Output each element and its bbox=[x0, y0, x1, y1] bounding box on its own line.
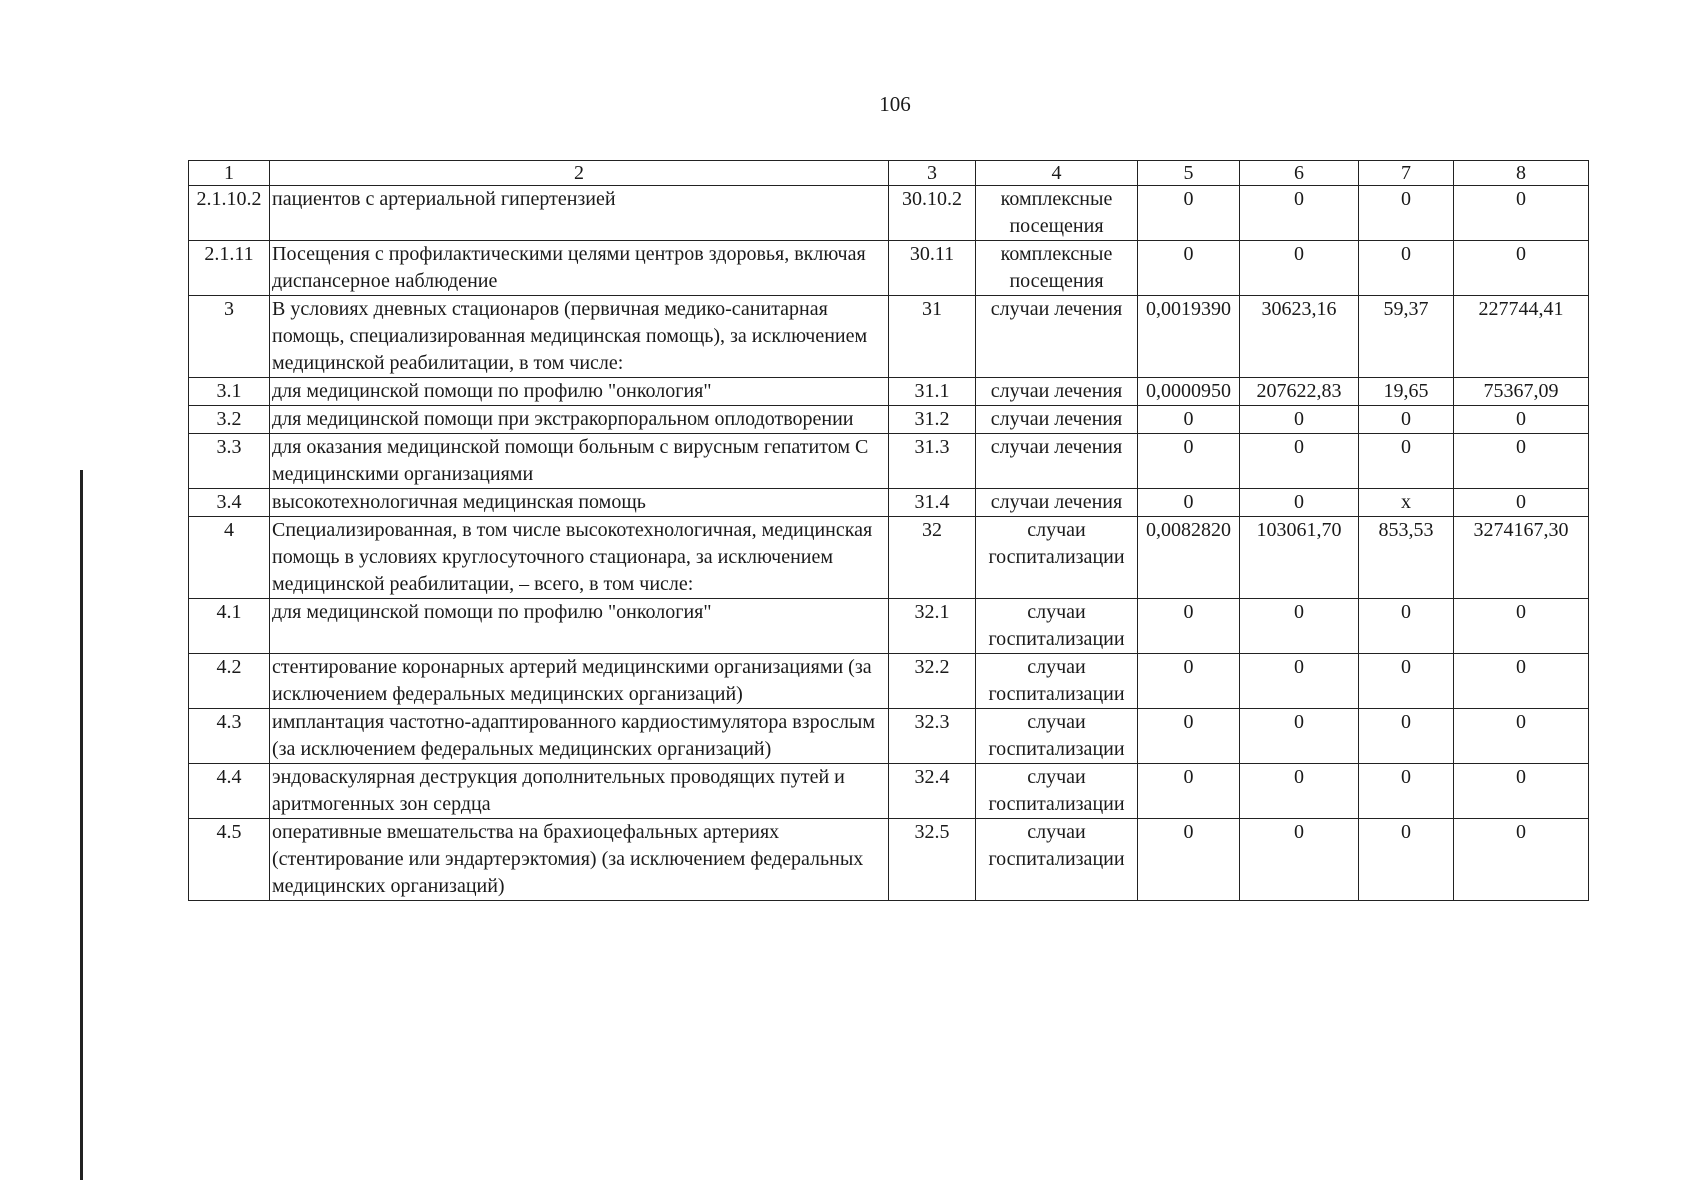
binding-line bbox=[80, 470, 83, 1180]
unit-cell: случаи лечения bbox=[976, 406, 1138, 434]
row-number-cell: 2.1.10.2 bbox=[189, 186, 270, 241]
total-cell: 3274167,30 bbox=[1454, 517, 1589, 599]
volume-cell: 0,0019390 bbox=[1138, 296, 1240, 378]
cost-per-unit-cell: 0 bbox=[1240, 241, 1359, 296]
total-cell: 0 bbox=[1454, 709, 1589, 764]
cost-per-unit-cell: 207622,83 bbox=[1240, 378, 1359, 406]
per-capita-cell: 0 bbox=[1359, 241, 1454, 296]
table-row bbox=[189, 489, 1589, 517]
unit-cell: случаи лечения bbox=[976, 489, 1138, 517]
row-number-cell: 4.3 bbox=[189, 709, 270, 764]
cost-per-unit-cell: 0 bbox=[1240, 406, 1359, 434]
cost-per-unit-cell: 30623,16 bbox=[1240, 296, 1359, 378]
unit-cell: случаи госпитализации bbox=[976, 764, 1138, 819]
table-row bbox=[189, 378, 1589, 406]
table-header-row bbox=[189, 161, 1589, 186]
page-number: 106 bbox=[879, 92, 911, 116]
line-code-cell: 31.1 bbox=[889, 378, 976, 406]
row-number-cell: 2.1.11 bbox=[189, 241, 270, 296]
per-capita-cell: 59,37 bbox=[1359, 296, 1454, 378]
unit-cell: случаи госпитализации bbox=[976, 654, 1138, 709]
row-number-cell: 4.5 bbox=[189, 819, 270, 901]
row-number-cell: 3 bbox=[189, 296, 270, 378]
cost-per-unit-cell: 103061,70 bbox=[1240, 517, 1359, 599]
table-row bbox=[189, 186, 1589, 241]
line-code-cell: 31.2 bbox=[889, 406, 976, 434]
indicator-name-cell: стентирование коронарных артерий медицинскими организациями (за исключением федеральных медицинских организаций) bbox=[270, 654, 889, 709]
cost-per-unit-cell: 0 bbox=[1240, 434, 1359, 489]
per-capita-cell: 0 bbox=[1359, 819, 1454, 901]
per-capita-cell: 0 bbox=[1359, 764, 1454, 819]
total-cell: 0 bbox=[1454, 489, 1589, 517]
cost-per-unit-cell: 0 bbox=[1240, 819, 1359, 901]
volume-cell: 0 bbox=[1138, 709, 1240, 764]
row-number-cell: 4.2 bbox=[189, 654, 270, 709]
unit-cell: случаи госпитализации bbox=[976, 819, 1138, 901]
data-table bbox=[188, 160, 1589, 901]
header-cell: 3 bbox=[889, 161, 976, 186]
unit-cell: случаи госпитализации bbox=[976, 517, 1138, 599]
volume-cell: 0 bbox=[1138, 241, 1240, 296]
header-cell: 5 bbox=[1138, 161, 1240, 186]
total-cell: 0 bbox=[1454, 764, 1589, 819]
volume-cell: 0 bbox=[1138, 186, 1240, 241]
total-cell: 0 bbox=[1454, 654, 1589, 709]
total-cell: 0 bbox=[1454, 819, 1589, 901]
indicator-name-cell: Посещения с профилактическими целями центров здоровья, включая диспансерное наблюдение bbox=[270, 241, 889, 296]
per-capita-cell: 0 bbox=[1359, 434, 1454, 489]
per-capita-cell: 19,65 bbox=[1359, 378, 1454, 406]
volume-cell: 0 bbox=[1138, 654, 1240, 709]
unit-cell: случаи госпитализации bbox=[976, 709, 1138, 764]
header-cell: 4 bbox=[976, 161, 1138, 186]
row-number-cell: 4.4 bbox=[189, 764, 270, 819]
indicator-name-cell: эндоваскулярная деструкция дополнительных проводящих путей и аритмогенных зон сердца bbox=[270, 764, 889, 819]
line-code-cell: 32.3 bbox=[889, 709, 976, 764]
unit-cell: случаи лечения bbox=[976, 296, 1138, 378]
table-body bbox=[189, 161, 1589, 901]
total-cell: 0 bbox=[1454, 241, 1589, 296]
row-number-cell: 4 bbox=[189, 517, 270, 599]
header-cell: 2 bbox=[270, 161, 889, 186]
line-code-cell: 30.11 bbox=[889, 241, 976, 296]
row-number-cell: 3.4 bbox=[189, 489, 270, 517]
total-cell: 75367,09 bbox=[1454, 378, 1589, 406]
table-row bbox=[189, 709, 1589, 764]
indicator-name-cell: оперативные вмешательства на брахиоцефальных артериях (стентирование или эндартерэктомия) (за исключением федеральных медицинских организаций) bbox=[270, 819, 889, 901]
row-number-cell: 3.3 bbox=[189, 434, 270, 489]
cost-per-unit-cell: 0 bbox=[1240, 599, 1359, 654]
line-code-cell: 32 bbox=[889, 517, 976, 599]
per-capita-cell: 0 bbox=[1359, 186, 1454, 241]
cost-per-unit-cell: 0 bbox=[1240, 764, 1359, 819]
per-capita-cell: 0 bbox=[1359, 709, 1454, 764]
cost-per-unit-cell: 0 bbox=[1240, 186, 1359, 241]
volume-cell: 0 bbox=[1138, 434, 1240, 489]
line-code-cell: 32.2 bbox=[889, 654, 976, 709]
indicator-name-cell: В условиях дневных стационаров (первичная медико-санитарная помощь, специализированная медицинская помощь), за исключением медицинской реабилитации, в том числе: bbox=[270, 296, 889, 378]
header-cell: 7 bbox=[1359, 161, 1454, 186]
volume-cell: 0,0082820 bbox=[1138, 517, 1240, 599]
unit-cell: комплексные посещения bbox=[976, 241, 1138, 296]
volume-cell: 0 bbox=[1138, 406, 1240, 434]
indicator-name-cell: для медицинской помощи по профилю "онкология" bbox=[270, 599, 889, 654]
unit-cell: комплексные посещения bbox=[976, 186, 1138, 241]
table-row bbox=[189, 599, 1589, 654]
table-row bbox=[189, 434, 1589, 489]
total-cell: 0 bbox=[1454, 406, 1589, 434]
volume-cell: 0 bbox=[1138, 489, 1240, 517]
row-number-cell: 3.2 bbox=[189, 406, 270, 434]
volume-cell: 0 bbox=[1138, 599, 1240, 654]
unit-cell: случаи госпитализации bbox=[976, 599, 1138, 654]
total-cell: 0 bbox=[1454, 186, 1589, 241]
total-cell: 227744,41 bbox=[1454, 296, 1589, 378]
row-number-cell: 3.1 bbox=[189, 378, 270, 406]
table-row bbox=[189, 296, 1589, 378]
header-cell: 8 bbox=[1454, 161, 1589, 186]
indicator-name-cell: для оказания медицинской помощи больным с вирусным гепатитом С медицинскими организациями bbox=[270, 434, 889, 489]
header-cell: 1 bbox=[189, 161, 270, 186]
indicator-name-cell: пациентов с артериальной гипертензией bbox=[270, 186, 889, 241]
line-code-cell: 32.1 bbox=[889, 599, 976, 654]
per-capita-cell: 0 bbox=[1359, 599, 1454, 654]
per-capita-cell: 0 bbox=[1359, 654, 1454, 709]
total-cell: 0 bbox=[1454, 599, 1589, 654]
indicator-name-cell: для медицинской помощи при экстракорпоральном оплодотворении bbox=[270, 406, 889, 434]
row-number-cell: 4.1 bbox=[189, 599, 270, 654]
indicator-name-cell: для медицинской помощи по профилю "онкология" bbox=[270, 378, 889, 406]
total-cell: 0 bbox=[1454, 434, 1589, 489]
per-capita-cell: 853,53 bbox=[1359, 517, 1454, 599]
line-code-cell: 32.5 bbox=[889, 819, 976, 901]
table-row bbox=[189, 654, 1589, 709]
cost-per-unit-cell: 0 bbox=[1240, 489, 1359, 517]
cost-per-unit-cell: 0 bbox=[1240, 654, 1359, 709]
table-row bbox=[189, 406, 1589, 434]
line-code-cell: 31 bbox=[889, 296, 976, 378]
line-code-cell: 31.3 bbox=[889, 434, 976, 489]
table-row bbox=[189, 819, 1589, 901]
per-capita-cell: 0 bbox=[1359, 406, 1454, 434]
unit-cell: случаи лечения bbox=[976, 434, 1138, 489]
cost-per-unit-cell: 0 bbox=[1240, 709, 1359, 764]
line-code-cell: 32.4 bbox=[889, 764, 976, 819]
line-code-cell: 31.4 bbox=[889, 489, 976, 517]
per-capita-cell: х bbox=[1359, 489, 1454, 517]
indicator-name-cell: высокотехнологичная медицинская помощь bbox=[270, 489, 889, 517]
table-row bbox=[189, 241, 1589, 296]
line-code-cell: 30.10.2 bbox=[889, 186, 976, 241]
header-cell: 6 bbox=[1240, 161, 1359, 186]
volume-cell: 0,0000950 bbox=[1138, 378, 1240, 406]
indicator-name-cell: Специализированная, в том числе высокотехнологичная, медицинская помощь в условиях круглосуточного стационара, за исключением медицинской реабилитации, – всего, в том числе: bbox=[270, 517, 889, 599]
unit-cell: случаи лечения bbox=[976, 378, 1138, 406]
indicator-name-cell: имплантация частотно-адаптированного кардиостимулятора взрослым (за исключением федеральных медицинских организаций) bbox=[270, 709, 889, 764]
volume-cell: 0 bbox=[1138, 764, 1240, 819]
table-row bbox=[189, 517, 1589, 599]
table-row bbox=[189, 764, 1589, 819]
volume-cell: 0 bbox=[1138, 819, 1240, 901]
